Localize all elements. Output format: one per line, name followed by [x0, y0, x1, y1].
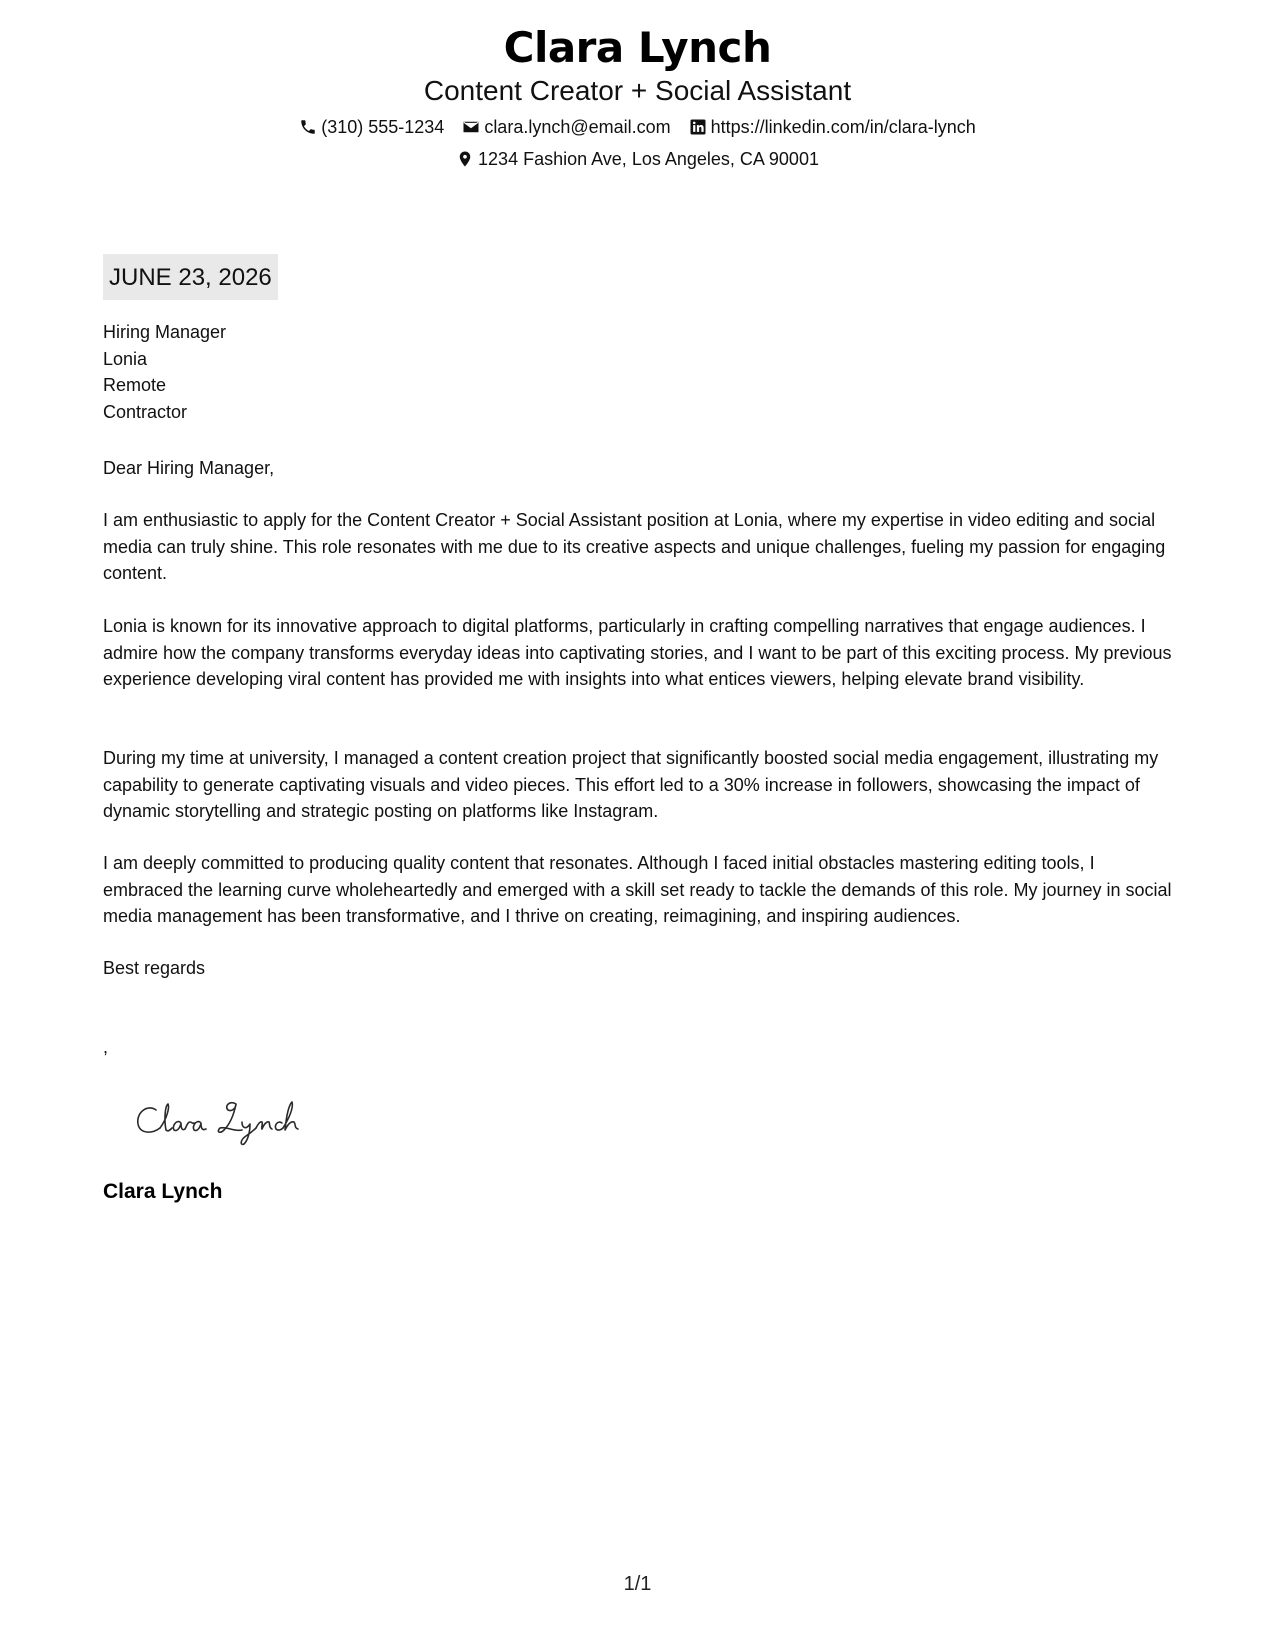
contact-address	[456, 148, 819, 170]
linkedin-icon	[689, 118, 707, 136]
address-text: 1234 Fashion Ave, Los Angeles, CA 90001	[478, 149, 819, 169]
address-row	[0, 148, 1275, 170]
closing: Best regards	[103, 958, 206, 978]
applicant-name: Clara Lynch	[503, 23, 772, 72]
envelope-icon	[462, 118, 480, 136]
recipient-line: Lonia	[103, 348, 148, 369]
salutation: Dear Hiring Manager,	[103, 458, 275, 478]
contact-row	[0, 116, 1275, 138]
closing-comma: ,	[103, 1037, 109, 1057]
paragraph-4: I am deeply committed to producing quality content that resonates. Although I faced initial obstacles mastering editing tools, I embraced the learning curve wholeheartedly and emerged with a skill set ready to tackle the demands of this role. My journey in social media management has been transformative, and I thrive on creating, reimagining, and inspiring audiences.	[103, 853, 1172, 926]
page-number: 1/1	[623, 1573, 652, 1595]
recipient-block	[103, 319, 1173, 425]
handwritten-signature	[132, 1090, 332, 1150]
contact-phone	[299, 116, 444, 138]
linkedin-text[interactable]: https://linkedin.com/in/clara-lynch	[710, 117, 976, 137]
recipient-line: Hiring Manager	[103, 322, 227, 342]
phone-icon	[299, 118, 317, 136]
map-pin-icon	[456, 150, 474, 168]
letter-header	[0, 22, 1275, 170]
recipient-line: Remote	[103, 375, 167, 395]
recipient-line: Contractor	[103, 401, 188, 422]
signer-name: Clara Lynch	[103, 1180, 223, 1203]
phone-text: (310) 555-1234	[321, 117, 445, 137]
applicant-title: Content Creator + Social Assistant	[423, 75, 852, 106]
contact-linkedin	[689, 116, 976, 138]
paragraph-1: I am enthusiastic to apply for the Content Creator + Social Assistant position at Lonia, where my expertise in video editing and social media can truly shine. This role resonates with me due to its creative aspects and unique challenges, fueling my passion for engaging content.	[103, 510, 1166, 583]
paragraph-2: Lonia is known for its innovative approach to digital platforms, particularly in crafting compelling narratives that engage audiences. I admire how the company transforms everyday ideas into captivating stories, and I want to be part of this exciting process. My previous experience developing viral content has provided me with insights into what entices viewers, helping elevate brand visibility.	[103, 616, 1172, 689]
email-text[interactable]: clara.lynch@email.com	[484, 117, 671, 137]
paragraph-3: During my time at university, I managed a content creation project that significantly boosted social media engagement, illustrating my capability to generate captivating visuals and video pieces. This effort led to a 30% increase in followers, showcasing the impact of dynamic storytelling and strategic posting on platforms like Instagram.	[103, 748, 1159, 821]
contact-email	[462, 116, 670, 138]
letter-date: JUNE 23, 2026	[103, 254, 278, 300]
